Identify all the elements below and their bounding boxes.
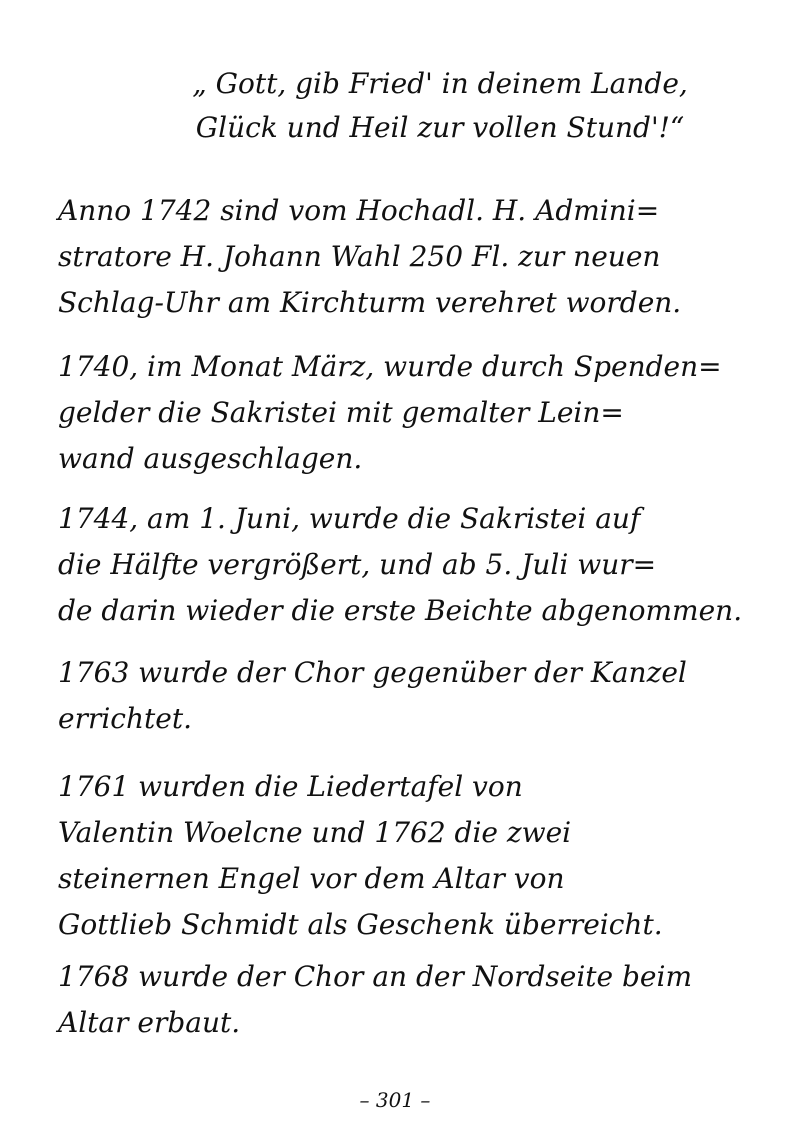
motto-quote (130, 62, 750, 150)
entry-line: stratore H. Johann Wahl 250 Fl. zur neuen (58, 240, 661, 273)
entry-1742-clock (58, 188, 758, 326)
motto-line: „ Gott, gib Fried' in deinem Lande, (192, 67, 688, 100)
entry-line: Schlag-Uhr am Kirchturm verehret worden. (58, 286, 682, 319)
entry-line: 1740, im Monat März, wurde durch Spenden= (58, 350, 722, 383)
page-number: – 301 – (359, 1088, 431, 1112)
entry-1768-north-choir (58, 954, 758, 1046)
motto-line: Glück und Heil zur vollen Stund'!“ (195, 111, 685, 144)
entry-line: die Hälfte vergrößert, und ab 5. Juli wur= (58, 548, 657, 581)
entry-1763-choir (58, 650, 758, 742)
entry-1761-liedertafel (58, 764, 758, 948)
entry-line: steinernen Engel vor dem Altar von (58, 862, 565, 895)
entry-line: gelder die Sakristei mit gemalter Lein= (58, 396, 624, 429)
entry-line: 1761 wurden die Liedertafel von (58, 770, 523, 803)
entry-1740-sacristy (58, 344, 758, 482)
entry-line: Altar erbaut. (58, 1006, 241, 1039)
entry-line: errichtet. (58, 702, 192, 735)
entry-line: de darin wieder die erste Beichte abgenommen. (58, 594, 743, 627)
entry-line: 1768 wurde der Chor an der Nordseite beim (58, 960, 693, 993)
entry-line: wand ausgeschlagen. (58, 442, 363, 475)
entry-1744-sacristy-enlarged (58, 496, 758, 634)
entry-line: 1744, am 1. Juni, wurde die Sakristei auf (58, 502, 641, 535)
entry-line: Gottlieb Schmidt als Geschenk überreicht. (58, 908, 663, 941)
entry-line: Valentin Woelcne und 1762 die zwei (58, 816, 572, 849)
entry-line: Anno 1742 sind vom Hochadl. H. Admini= (58, 194, 660, 227)
entry-line: 1763 wurde der Chor gegenüber der Kanzel (58, 656, 687, 689)
